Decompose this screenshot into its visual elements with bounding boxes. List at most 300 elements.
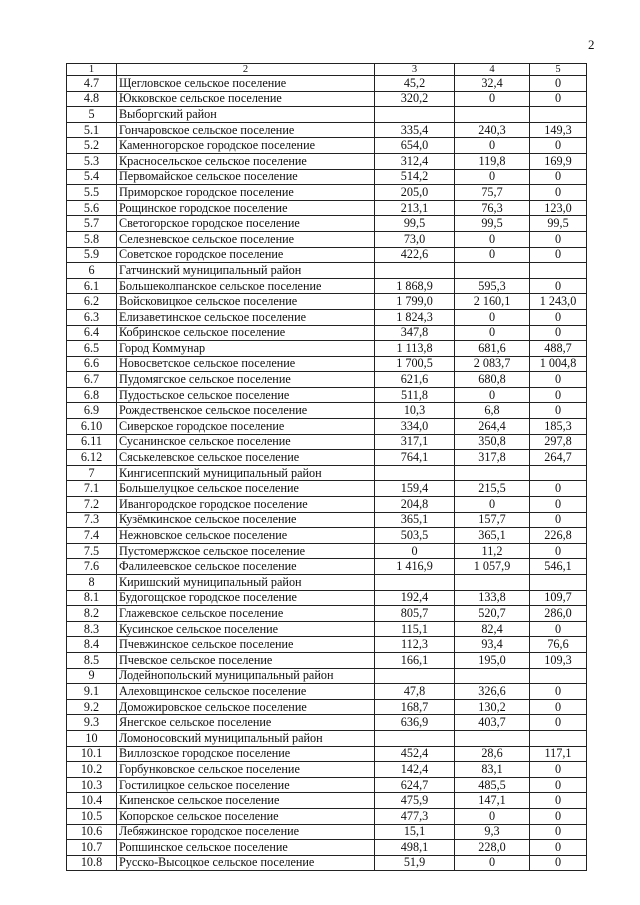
value-col4-cell: 240,3: [455, 122, 530, 138]
value-col4-cell: 0: [455, 387, 530, 403]
row-number-cell: 10.8: [67, 855, 117, 871]
table-row: [67, 122, 587, 138]
value-col3-cell: 205,0: [375, 185, 455, 201]
value-col4-cell: 75,7: [455, 185, 530, 201]
row-number-cell: 8.3: [67, 621, 117, 637]
value-col4-cell: 0: [455, 808, 530, 824]
value-col4-cell: 133,8: [455, 590, 530, 606]
table-row: [67, 325, 587, 341]
table-row: [67, 777, 587, 793]
value-col5-cell: 99,5: [530, 216, 587, 232]
value-col5-cell: 0: [530, 278, 587, 294]
value-col3-cell: 1 700,5: [375, 356, 455, 372]
row-number-cell: 10.7: [67, 840, 117, 856]
name-cell: Селезневское сельское поселение: [117, 231, 375, 247]
table-row: [67, 543, 587, 559]
value-col3-cell: 335,4: [375, 122, 455, 138]
value-col4-cell: 195,0: [455, 652, 530, 668]
table-row: [67, 746, 587, 762]
table-row: [67, 263, 587, 279]
value-col3-cell: 213,1: [375, 200, 455, 216]
row-number-cell: 10.3: [67, 777, 117, 793]
value-col4-cell: 76,3: [455, 200, 530, 216]
name-cell: Щегловское сельское поселение: [117, 76, 375, 92]
column-header: 3: [375, 64, 455, 76]
value-col5-cell: 0: [530, 231, 587, 247]
value-col4-cell: 595,3: [455, 278, 530, 294]
table-row: [67, 590, 587, 606]
name-cell: Киришский муниципальный район: [117, 575, 375, 591]
row-number-cell: 6.4: [67, 325, 117, 341]
row-number-cell: 6: [67, 263, 117, 279]
column-header: 5: [530, 64, 587, 76]
value-col4-cell: 130,2: [455, 699, 530, 715]
name-cell: Алеховщинское сельское поселение: [117, 684, 375, 700]
value-col5-cell: 76,6: [530, 637, 587, 653]
name-cell: Виллозское городское поселение: [117, 746, 375, 762]
table-row: [67, 668, 587, 684]
value-col3-cell: 654,0: [375, 138, 455, 154]
row-number-cell: 6.7: [67, 372, 117, 388]
value-col4-cell: 0: [455, 247, 530, 263]
value-col4-cell: [455, 107, 530, 123]
table-row: [67, 699, 587, 715]
table-row: [67, 216, 587, 232]
table-row: [67, 138, 587, 154]
name-cell: Рождественское сельское поселение: [117, 403, 375, 419]
table-row: [67, 575, 587, 591]
value-col4-cell: 0: [455, 91, 530, 107]
name-cell: Рощинское городское поселение: [117, 200, 375, 216]
value-col3-cell: 166,1: [375, 652, 455, 668]
row-number-cell: 8.1: [67, 590, 117, 606]
value-col4-cell: 0: [455, 309, 530, 325]
value-col4-cell: 28,6: [455, 746, 530, 762]
name-cell: Гатчинский муниципальный район: [117, 263, 375, 279]
row-number-cell: 5.7: [67, 216, 117, 232]
value-col4-cell: 680,8: [455, 372, 530, 388]
value-col4-cell: 228,0: [455, 840, 530, 856]
name-cell: Город Коммунар: [117, 341, 375, 357]
value-col3-cell: 159,4: [375, 481, 455, 497]
name-cell: Сяськелевское сельское поселение: [117, 450, 375, 466]
value-col4-cell: 264,4: [455, 419, 530, 435]
value-col4-cell: 147,1: [455, 793, 530, 809]
value-col5-cell: 0: [530, 309, 587, 325]
name-cell: Войсковицкое сельское поселение: [117, 294, 375, 310]
row-number-cell: 7.5: [67, 543, 117, 559]
name-cell: Новосветское сельское поселение: [117, 356, 375, 372]
table-row: [67, 730, 587, 746]
value-col4-cell: [455, 465, 530, 481]
name-cell: Пчевжинское сельское поселение: [117, 637, 375, 653]
value-col4-cell: 9,3: [455, 824, 530, 840]
table-row: [67, 200, 587, 216]
table-row: [67, 231, 587, 247]
row-number-cell: 10.6: [67, 824, 117, 840]
name-cell: Русско-Высоцкое сельское поселение: [117, 855, 375, 871]
name-cell: Советское городское поселение: [117, 247, 375, 263]
value-col5-cell: 0: [530, 715, 587, 731]
value-col3-cell: 15,1: [375, 824, 455, 840]
row-number-cell: 6.11: [67, 434, 117, 450]
value-col4-cell: 0: [455, 138, 530, 154]
table-row: [67, 855, 587, 871]
value-col3-cell: 47,8: [375, 684, 455, 700]
row-number-cell: 6.3: [67, 309, 117, 325]
value-col4-cell: 0: [455, 325, 530, 341]
table-row: [67, 528, 587, 544]
value-col3-cell: 422,6: [375, 247, 455, 263]
value-col4-cell: 326,6: [455, 684, 530, 700]
value-col5-cell: 0: [530, 387, 587, 403]
value-col3-cell: 320,2: [375, 91, 455, 107]
table-row: [67, 465, 587, 481]
row-number-cell: 10.1: [67, 746, 117, 762]
column-header: 4: [455, 64, 530, 76]
value-col5-cell: 0: [530, 777, 587, 793]
name-cell: Сиверское городское поселение: [117, 419, 375, 435]
column-header: 2: [117, 64, 375, 76]
table-row: [67, 107, 587, 123]
value-col4-cell: 0: [455, 169, 530, 185]
name-cell: Нежновское сельское поселение: [117, 528, 375, 544]
value-col4-cell: 93,4: [455, 637, 530, 653]
name-cell: Сусанинское сельское поселение: [117, 434, 375, 450]
name-cell: Каменногорское городское поселение: [117, 138, 375, 154]
value-col4-cell: [455, 730, 530, 746]
name-cell: Кингисеппский муниципальный район: [117, 465, 375, 481]
value-col5-cell: 0: [530, 76, 587, 92]
row-number-cell: 8.2: [67, 606, 117, 622]
row-number-cell: 5.3: [67, 153, 117, 169]
value-col3-cell: 347,8: [375, 325, 455, 341]
header-row: [67, 64, 587, 76]
row-number-cell: 6.2: [67, 294, 117, 310]
row-number-cell: 6.6: [67, 356, 117, 372]
value-col3-cell: 452,4: [375, 746, 455, 762]
value-col5-cell: 0: [530, 855, 587, 871]
value-col5-cell: 0: [530, 185, 587, 201]
name-cell: Пустомержское сельское поселение: [117, 543, 375, 559]
table-row: [67, 434, 587, 450]
value-col5-cell: 0: [530, 169, 587, 185]
row-number-cell: 8: [67, 575, 117, 591]
value-col4-cell: 2 160,1: [455, 294, 530, 310]
row-number-cell: 10: [67, 730, 117, 746]
value-col5-cell: 0: [530, 543, 587, 559]
value-col4-cell: 215,5: [455, 481, 530, 497]
row-number-cell: 9.3: [67, 715, 117, 731]
value-col4-cell: 83,1: [455, 762, 530, 778]
value-col5-cell: [530, 668, 587, 684]
table-row: [67, 824, 587, 840]
table-row: [67, 153, 587, 169]
table-row: [67, 372, 587, 388]
value-col3-cell: 805,7: [375, 606, 455, 622]
value-col4-cell: 11,2: [455, 543, 530, 559]
value-col3-cell: 514,2: [375, 169, 455, 185]
value-col3-cell: 312,4: [375, 153, 455, 169]
row-number-cell: 7.3: [67, 512, 117, 528]
table-row: [67, 294, 587, 310]
value-col5-cell: 0: [530, 840, 587, 856]
name-cell: Янегское сельское поселение: [117, 715, 375, 731]
row-number-cell: 7: [67, 465, 117, 481]
value-col3-cell: 498,1: [375, 840, 455, 856]
name-cell: Кузёмкинское сельское поселение: [117, 512, 375, 528]
value-col4-cell: 520,7: [455, 606, 530, 622]
value-col3-cell: 1 416,9: [375, 559, 455, 575]
value-col5-cell: 0: [530, 481, 587, 497]
value-col3-cell: 317,1: [375, 434, 455, 450]
value-col4-cell: 0: [455, 497, 530, 513]
table-row: [67, 247, 587, 263]
value-col3-cell: [375, 107, 455, 123]
table-row: [67, 559, 587, 575]
table-row: [67, 309, 587, 325]
value-col4-cell: 6,8: [455, 403, 530, 419]
value-col3-cell: 99,5: [375, 216, 455, 232]
value-col5-cell: 264,7: [530, 450, 587, 466]
table-row: [67, 387, 587, 403]
municipal-table: [66, 63, 587, 871]
value-col5-cell: 0: [530, 808, 587, 824]
name-cell: Елизаветинское сельское поселение: [117, 309, 375, 325]
value-col3-cell: 204,8: [375, 497, 455, 513]
table-row: [67, 419, 587, 435]
row-number-cell: 5.9: [67, 247, 117, 263]
value-col3-cell: [375, 465, 455, 481]
value-col5-cell: [530, 107, 587, 123]
value-col4-cell: 681,6: [455, 341, 530, 357]
value-col4-cell: 2 083,7: [455, 356, 530, 372]
name-cell: Ропшинское сельское поселение: [117, 840, 375, 856]
table-body: [67, 76, 587, 871]
name-cell: Будогощское городское поселение: [117, 590, 375, 606]
row-number-cell: 6.8: [67, 387, 117, 403]
value-col5-cell: 1 243,0: [530, 294, 587, 310]
value-col4-cell: [455, 263, 530, 279]
value-col5-cell: [530, 263, 587, 279]
name-cell: Кипенское сельское поселение: [117, 793, 375, 809]
name-cell: Юкковское сельское поселение: [117, 91, 375, 107]
value-col3-cell: 1 824,3: [375, 309, 455, 325]
row-number-cell: 10.5: [67, 808, 117, 824]
value-col5-cell: 0: [530, 372, 587, 388]
value-col3-cell: 764,1: [375, 450, 455, 466]
name-cell: Большеколпанское сельское поселение: [117, 278, 375, 294]
value-col5-cell: 0: [530, 91, 587, 107]
value-col3-cell: 0: [375, 543, 455, 559]
name-cell: Кусинское сельское поселение: [117, 621, 375, 637]
value-col3-cell: 477,3: [375, 808, 455, 824]
name-cell: Светогорское городское поселение: [117, 216, 375, 232]
value-col5-cell: 297,8: [530, 434, 587, 450]
name-cell: Приморское городское поселение: [117, 185, 375, 201]
value-col5-cell: 0: [530, 621, 587, 637]
value-col4-cell: 99,5: [455, 216, 530, 232]
value-col3-cell: 73,0: [375, 231, 455, 247]
value-col4-cell: 365,1: [455, 528, 530, 544]
table-row: [67, 76, 587, 92]
value-col5-cell: 1 004,8: [530, 356, 587, 372]
row-number-cell: 5.2: [67, 138, 117, 154]
value-col5-cell: 0: [530, 403, 587, 419]
name-cell: Доможировское сельское поселение: [117, 699, 375, 715]
table-row: [67, 512, 587, 528]
table-row: [67, 278, 587, 294]
row-number-cell: 9: [67, 668, 117, 684]
page-number: 2: [588, 37, 595, 52]
row-number-cell: 5.6: [67, 200, 117, 216]
table-row: [67, 652, 587, 668]
value-col3-cell: 192,4: [375, 590, 455, 606]
row-number-cell: 4.7: [67, 76, 117, 92]
name-cell: Кобринское сельское поселение: [117, 325, 375, 341]
value-col5-cell: 226,8: [530, 528, 587, 544]
value-col3-cell: 334,0: [375, 419, 455, 435]
table-row: [67, 808, 587, 824]
value-col5-cell: [530, 465, 587, 481]
row-number-cell: 8.4: [67, 637, 117, 653]
row-number-cell: 7.4: [67, 528, 117, 544]
value-col5-cell: 0: [530, 684, 587, 700]
value-col4-cell: 82,4: [455, 621, 530, 637]
row-number-cell: 6.5: [67, 341, 117, 357]
name-cell: Гостилицкое сельское поселение: [117, 777, 375, 793]
row-number-cell: 6.1: [67, 278, 117, 294]
row-number-cell: 5.8: [67, 231, 117, 247]
value-col4-cell: 0: [455, 855, 530, 871]
value-col3-cell: [375, 575, 455, 591]
value-col5-cell: 0: [530, 699, 587, 715]
value-col3-cell: 115,1: [375, 621, 455, 637]
table-row: [67, 169, 587, 185]
value-col5-cell: 0: [530, 824, 587, 840]
value-col3-cell: 1 113,8: [375, 341, 455, 357]
value-col5-cell: 0: [530, 247, 587, 263]
value-col5-cell: 0: [530, 497, 587, 513]
value-col5-cell: 0: [530, 138, 587, 154]
value-col3-cell: 45,2: [375, 76, 455, 92]
table-row: [67, 450, 587, 466]
value-col4-cell: 119,8: [455, 153, 530, 169]
row-number-cell: 10.2: [67, 762, 117, 778]
name-cell: Большелуцкое сельское поселение: [117, 481, 375, 497]
value-col3-cell: [375, 668, 455, 684]
row-number-cell: 7.6: [67, 559, 117, 575]
value-col3-cell: 1 799,0: [375, 294, 455, 310]
value-col3-cell: 503,5: [375, 528, 455, 544]
value-col4-cell: 403,7: [455, 715, 530, 731]
row-number-cell: 5.1: [67, 122, 117, 138]
name-cell: Красносельское сельское поселение: [117, 153, 375, 169]
row-number-cell: 5.5: [67, 185, 117, 201]
value-col5-cell: 109,7: [530, 590, 587, 606]
table-row: [67, 621, 587, 637]
row-number-cell: 6.9: [67, 403, 117, 419]
table-row: [67, 715, 587, 731]
value-col5-cell: [530, 575, 587, 591]
value-col5-cell: [530, 730, 587, 746]
value-col5-cell: 0: [530, 325, 587, 341]
table-row: [67, 762, 587, 778]
name-cell: Пудостьское сельское поселение: [117, 387, 375, 403]
row-number-cell: 6.12: [67, 450, 117, 466]
name-cell: Гончаровское сельское поселение: [117, 122, 375, 138]
row-number-cell: 8.5: [67, 652, 117, 668]
value-col3-cell: 112,3: [375, 637, 455, 653]
value-col5-cell: 109,3: [530, 652, 587, 668]
name-cell: Ивангородское городское поселение: [117, 497, 375, 513]
row-number-cell: 7.2: [67, 497, 117, 513]
value-col5-cell: 169,9: [530, 153, 587, 169]
value-col5-cell: 286,0: [530, 606, 587, 622]
value-col5-cell: 488,7: [530, 341, 587, 357]
value-col4-cell: 32,4: [455, 76, 530, 92]
value-col5-cell: 117,1: [530, 746, 587, 762]
value-col3-cell: 511,8: [375, 387, 455, 403]
value-col4-cell: 317,8: [455, 450, 530, 466]
row-number-cell: 9.2: [67, 699, 117, 715]
table-row: [67, 91, 587, 107]
name-cell: Первомайское сельское поселение: [117, 169, 375, 185]
value-col5-cell: 0: [530, 793, 587, 809]
name-cell: Пчевское сельское поселение: [117, 652, 375, 668]
row-number-cell: 5: [67, 107, 117, 123]
table-row: [67, 185, 587, 201]
row-number-cell: 7.1: [67, 481, 117, 497]
value-col5-cell: 149,3: [530, 122, 587, 138]
value-col3-cell: 475,9: [375, 793, 455, 809]
value-col4-cell: 157,7: [455, 512, 530, 528]
value-col5-cell: 0: [530, 512, 587, 528]
value-col5-cell: 546,1: [530, 559, 587, 575]
table-row: [67, 403, 587, 419]
column-header: 1: [67, 64, 117, 76]
value-col3-cell: 51,9: [375, 855, 455, 871]
value-col3-cell: 621,6: [375, 372, 455, 388]
row-number-cell: 5.4: [67, 169, 117, 185]
value-col4-cell: [455, 575, 530, 591]
value-col3-cell: 624,7: [375, 777, 455, 793]
value-col4-cell: 0: [455, 231, 530, 247]
name-cell: Лодейнопольский муниципальный район: [117, 668, 375, 684]
table-row: [67, 684, 587, 700]
name-cell: Фалилеевское сельское поселение: [117, 559, 375, 575]
value-col3-cell: 1 868,9: [375, 278, 455, 294]
value-col3-cell: [375, 730, 455, 746]
value-col3-cell: 10,3: [375, 403, 455, 419]
table-row: [67, 637, 587, 653]
row-number-cell: 6.10: [67, 419, 117, 435]
value-col3-cell: [375, 263, 455, 279]
value-col4-cell: 485,5: [455, 777, 530, 793]
table-row: [67, 606, 587, 622]
table-row: [67, 840, 587, 856]
table-row: [67, 793, 587, 809]
name-cell: Пудомягское сельское поселение: [117, 372, 375, 388]
row-number-cell: 9.1: [67, 684, 117, 700]
value-col3-cell: 142,4: [375, 762, 455, 778]
value-col5-cell: 123,0: [530, 200, 587, 216]
name-cell: Лебяжинское городское поселение: [117, 824, 375, 840]
value-col3-cell: 636,9: [375, 715, 455, 731]
table-row: [67, 356, 587, 372]
name-cell: Выборгский район: [117, 107, 375, 123]
table-row: [67, 497, 587, 513]
